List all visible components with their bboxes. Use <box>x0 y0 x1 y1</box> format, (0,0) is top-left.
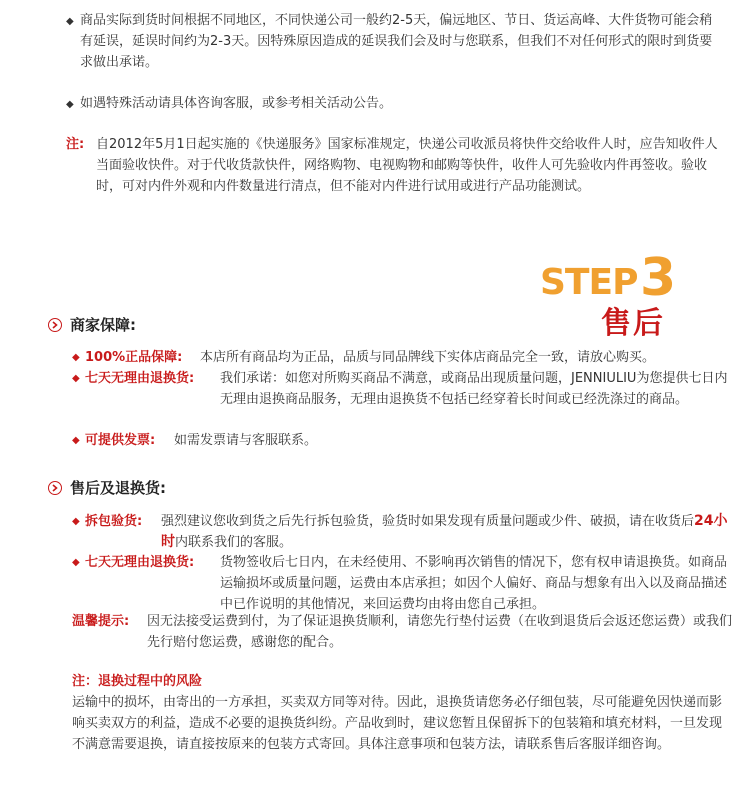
risk-title: 注：退换过程中的风险 <box>72 674 203 689</box>
unpack-text-b: 内联系我们的客服。 <box>175 535 293 550</box>
aftersale-heading <box>48 477 166 498</box>
genuine-label: 100%正品保障: <box>85 350 183 365</box>
bullet-diamond-icon: ◆ <box>72 516 80 527</box>
note-label: 注: <box>66 137 85 152</box>
seven-day-return-label: 七天无理由退换货: <box>85 371 195 386</box>
chevron-right-circle-icon <box>48 318 62 332</box>
genuine-text: 本店所有商品均为正品，品质与同品牌线下实体店商品完全一致，请放心购买。 <box>200 350 656 365</box>
risk-text: 运输中的损坏，由寄出的一方承担，买卖双方同等对待。因此，退换货请您务必仔细包装，尽可能避免因快递而影响买卖双方的利益，造成不必要的退换货纠纷。产品收到时，建议您暂且保留拆下的包装箱和填充材料，一旦发现不满意需要退换，请直接按原来的包装方式寄回。具体注意事项和包装方法，请联系售后客服详细咨询。 <box>72 695 723 752</box>
express-standard-note: 自2012年5月1日起实施的《快递服务》国家标准规定，快递公司收派员将快件交给收件人时，应告知收件人当面验收快件。对于代收货款快件，网络购物、电视购物和邮购等快件，收件人可先验收内件再签收。验收时，可对内件外观和内件数量进行清点，但不能对内件进行试用或进行产品功能测试。 <box>96 137 718 194</box>
bullet-diamond-icon: ◆ <box>72 352 80 363</box>
step-title: 售后 <box>601 306 665 341</box>
special-activity-note: 如遇特殊活动请具体咨询客服，或参考相关活动公告。 <box>80 96 393 111</box>
return-policy-text: 货物签收后七日内，在未经使用、不影响再次销售的情况下，您有权申请退换货。如商品运输损坏或质量问题，运费由本店承担；如因个人偏好、商品与想象有出入以及商品描述中已作说明的其他情况，来回运费均由将由您自己承担。 <box>220 555 728 612</box>
merchant-guarantee-title: 商家保障: <box>70 316 136 334</box>
return-policy-label: 七天无理由退换货: <box>85 555 195 570</box>
bullet-diamond-icon: ◆ <box>66 16 74 27</box>
warm-tip-label: 温馨提示: <box>72 614 130 629</box>
bullet-diamond-icon: ◆ <box>66 99 74 110</box>
unpack-text-a: 强烈建议您收到货之后先行拆包验货，验货时如果发现有质量问题或少件、破损，请在收货后 <box>161 514 695 529</box>
unpack-highlight: 24小时 <box>161 513 728 550</box>
unpack-text <box>161 511 731 553</box>
merchant-guarantee-heading <box>48 314 136 335</box>
bullet-diamond-icon: ◆ <box>72 435 80 446</box>
aftersale-title: 售后及退换货: <box>70 479 166 497</box>
chevron-right-circle-icon <box>48 481 62 495</box>
warm-tip-text: 因无法接受运费到付，为了保证退换货顺利，请您先行垫付运费（在收到退货后会返还您运费）或我们先行赔付您运费，感谢您的配合。 <box>147 614 733 650</box>
delivery-time-note: 商品实际到货时间根据不同地区，不同快递公司一般约2-5天，偏远地区、节日、货运高峰、大件货物可能会稍有延误，延误时间约为2-3天。因特殊原因造成的延误我们会及时与您联系，但我们不对任何形式的限时到货要求做出承诺。 <box>80 13 713 70</box>
seven-day-return-text: 我们承诺：如您对所购买商品不满意，或商品出现质量问题，JENNIULIU为您提供七日内无理由退换商品服务，无理由退换货不包括已经穿着长时间或已经洗涤过的商品。 <box>220 371 728 407</box>
bullet-diamond-icon: ◆ <box>72 557 80 568</box>
step-word: STEP <box>540 262 638 303</box>
bullet-diamond-icon: ◆ <box>72 373 80 384</box>
invoice-text: 如需发票请与客服联系。 <box>174 433 318 448</box>
step-number: 3 <box>640 248 677 308</box>
unpack-label: 拆包验货: <box>85 514 143 529</box>
invoice-label: 可提供发票: <box>85 433 156 448</box>
